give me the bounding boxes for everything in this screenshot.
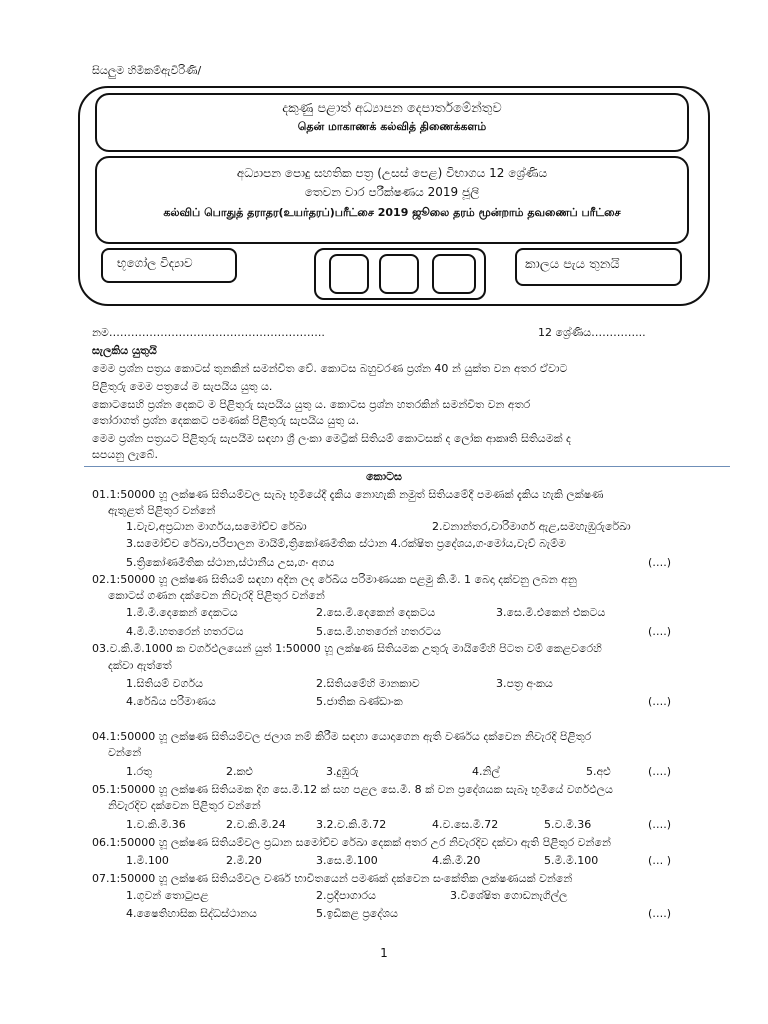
q6-option-1: 1.මී.100	[126, 854, 169, 867]
exam-title-tamil: கல்விப் பொதுத் தராதர(உயர்தரப்)பரீட்சை 2019 ஜூலை தரம் மூன்றாம் தவணைப் பரீட்சை	[163, 206, 621, 219]
q7-option-3: 3.විශේෂිත ගොඩනැගිල්ල	[450, 889, 568, 902]
answer-blank: (….)	[648, 907, 672, 920]
q7-option-4: 4.ෂෛතිහාසික සිද්ධස්ථානය	[126, 907, 257, 920]
q4-option-5: 5.අළු	[586, 765, 611, 778]
q7-option-1: 1.ගුවන් තොටුපළ	[126, 889, 209, 902]
copyright-note: සියලුම හිමිකම්ඇවිරිණි/	[92, 64, 202, 77]
q4-option-3: 3.දුඹුරු	[326, 765, 359, 778]
instructions-title: සැලකිය යුතුයි	[92, 344, 157, 357]
q6-option-2: 2.මී.20	[226, 854, 262, 867]
section-divider	[84, 466, 730, 467]
q1-option-3-4: 3.සමෝච්ච රේඛා,පරිපාලන මායිම්,ත්‍රිකෝණමිතික ස්ථාන 4.රක්ෂිත ප්‍රදේශය,ගංමෝය,වැව් බැම්ම	[126, 537, 566, 550]
q2-option-4: 4.මී.මී.හතරෙන් හතරටය	[126, 625, 244, 638]
answer-blank: (….)	[648, 625, 672, 638]
question-1-text-cont: ඇතුළත් පිළිතුර වන්නේ	[108, 504, 216, 517]
q1-option-1: 1.වැව,අප්‍රධාන මාර්ගය,සමෝච්ච රේඛා	[126, 520, 307, 533]
department-tamil: தென் மாகாணக் கல்வித் திணைக்களம்	[297, 120, 487, 133]
answer-blank: (….)	[648, 556, 672, 569]
question-3-text-cont: දක්වා ඇත්තේ	[108, 659, 172, 672]
q4-option-2: 2.කළු	[226, 765, 253, 778]
question-5-text: 05.1:50000 හූ ලක්ෂණ සිතියමක දිග සෙ.මී.12 ක් සහ පළල සෙ.මී. 8 ක් වන ප්‍රදේශයක සැබෑ භූමියේ වර්ගඵලය	[92, 783, 613, 796]
q3-option-1: 1.සිතියම් වර්ගය	[126, 677, 203, 690]
section-title: කොටස	[366, 470, 402, 483]
q1-option-2: 2.වනාන්තර,වාරිමාර්ග ඇළ,සමහැඹුරුරේඛා	[432, 520, 631, 533]
answer-blank: (….)	[648, 818, 672, 831]
q4-option-4: 4.නිල්	[472, 765, 500, 778]
q5-option-1: 1.ව.කි.මී.36	[126, 818, 186, 831]
q5-option-2: 2.ව.කි.මී.24	[226, 818, 286, 831]
q6-option-5: 5.මී.මී.100	[544, 854, 599, 867]
name-field: නම…………………………………………………..	[92, 326, 325, 339]
q3-option-5: 5.ජාතික ඛණ්ඩාංක	[316, 695, 403, 708]
answer-blank: (….)	[648, 765, 672, 778]
q3-option-4: 4.රේඛීය පරිමාණය	[126, 695, 216, 708]
subject-box: භූගෝල විද්‍යාව	[101, 248, 237, 283]
q7-option-5: 5.ඉඩිකළ ප්‍රදේශය	[316, 907, 398, 920]
question-2-text-cont: කොටස් ගණන දක්වෙන නිවැරදි පිළිතුර වන්නේ	[108, 589, 325, 602]
question-1-text: 01.1:50000 හූ ලක්ෂණ සිතියම්වල සැබෑ භූමියේදී දැකිය නොහැකි නමුත් සිතියමේදී පමණක් දැකිය හැකි ලක්ෂණ	[92, 488, 604, 501]
time-box: කාලය පැය තුනයි	[515, 248, 682, 286]
page-number: 1	[380, 946, 388, 960]
q3-option-3: 3.පත්‍ර අංකය	[496, 677, 553, 690]
q2-option-2: 2.සෙ.මී.දෙකෙන් දෙකටය	[316, 606, 436, 619]
q5-option-5: 5.ව.මී.36	[544, 818, 592, 831]
code-box-1	[329, 254, 369, 294]
instruction-line: තෝරාගත් ප්‍රශ්න දෙකකට පමණක් පිළිතුරු සැපයිය යුතු ය.	[92, 414, 360, 427]
question-2-text: 02.1:50000 හූ ලක්ෂණ සිතියම් සඳහා අදින ලද රේඛීය පරිමාණයක පළමු කි.මී. 1 බෙදා දක්වනු ලබන අනු	[92, 573, 577, 586]
question-7-text: 07.1:50000 හූ ලක්ෂණ සිතියම්වල වර්ණ භාවිතයෙන් පමණක් දක්වෙන සංකේතික ලක්ෂණයක් වන්නේ	[92, 872, 573, 885]
exam-title-line1: අධ්‍යාපන පොදු සහතික පත්‍ර (උසස් පෙළ) විභාගය 12 ශ්‍රේණිය	[236, 166, 548, 180]
instruction-line: සපයනු ලැබේ.	[92, 448, 159, 461]
answer-blank: (….)	[648, 695, 672, 708]
instruction-line: කොටසෙහි ප්‍රශ්න දෙකට ම පිළිතුරු සැපයිය යුතු ය. කොටස ප්‍රශ්න හතරකින් සමන්විත වන අතර	[92, 398, 531, 411]
grade-field: 12 ශ්‍රේණිය…………...	[538, 326, 646, 339]
q2-option-5: 5.සෙ.මී.හතරෙන් හතරටය	[316, 625, 442, 638]
code-box-2	[379, 254, 419, 294]
q7-option-2: 2.ප්‍රදීපාගාරය	[316, 889, 376, 902]
q2-option-3: 3.සෙ.මී.එකෙන් එකටය	[496, 606, 606, 619]
answer-blank: (… )	[648, 854, 672, 867]
q1-option-5: 5.ත්‍රිකෝණමිතික ස්ථාන,ස්ථානීය උස,ගං අගය	[126, 556, 335, 569]
exam-title-box	[95, 156, 689, 244]
exam-title-line2: තෙවන වාර පරීක්ෂණය 2019 ජූලි	[304, 185, 480, 199]
question-6-text: 06.1:50000 හූ ලක්ෂණ සිතියම්වල ප්‍රධාන සමෝච්ච රේඛා දෙකක් අතර උර නිවැරදිව දක්වා ඇති පිළිතුර වන්නේ	[92, 836, 611, 849]
q3-option-2: 2.සිතියමේහි මානකාව	[316, 677, 420, 690]
q5-option-3: 3.2.ව.කි.මී.72	[316, 818, 387, 831]
question-4-text-cont: වන්නේ	[108, 746, 142, 759]
q4-option-1: 1.රතු	[126, 765, 153, 778]
department-box	[95, 93, 689, 152]
question-4-text: 04.1:50000 හූ ලක්ෂණ සිතියම්වල ජලාශ නම් කිරීම සඳහා යොදාගෙන ඇති වර්ණය දක්වෙන නිවැරදි පිළිතුර	[92, 730, 592, 743]
question-3-text: 03.ව.කි.මී.1000 ක වර්ගඵලයෙන් යුත් 1:50000 හූ ලක්ෂණ සිතියමක උතුරු මායිමේහි පිටත වම් කෙළවරෙහි	[92, 642, 602, 655]
q2-option-1: 1.මී.මී.දෙකෙන් දෙකටය	[126, 606, 238, 619]
question-5-text-cont: නිවැරදිව දක්වෙන පිළිතුර වන්නේ	[108, 799, 261, 812]
instruction-line: මෙම ප්‍රශ්න පත්‍රයට පිළිතුරු සැපයීම සඳහා ශ්‍රී ලංකා මෙට්‍රික් සිතියම් කොටසක් ද ලෝක ආකෘති සිතියමක් ද	[92, 432, 571, 445]
instruction-line: මෙම ප්‍රශ්න පත්‍රය කොටස් තුනකින් සමන්විත වේ. කොටස බහුවරණ ප්‍රශ්න 40 න් යුක්ත වන අතර ඒවාට	[92, 362, 568, 375]
q5-option-4: 4.ව.සෙ.මී.72	[432, 818, 499, 831]
instruction-line: පිළිතුරු මෙම පත්‍රයේ ම සැපයිය යුතු ය.	[92, 380, 273, 393]
q6-option-4: 4.කි.මී.20	[432, 854, 481, 867]
q6-option-3: 3.සෙ.මී.100	[316, 854, 378, 867]
department-sinhala: දකුණු පළාත් අධ්‍යාපන දෙපාර්තමේන්තුව	[282, 101, 502, 116]
code-box-3	[432, 254, 476, 294]
